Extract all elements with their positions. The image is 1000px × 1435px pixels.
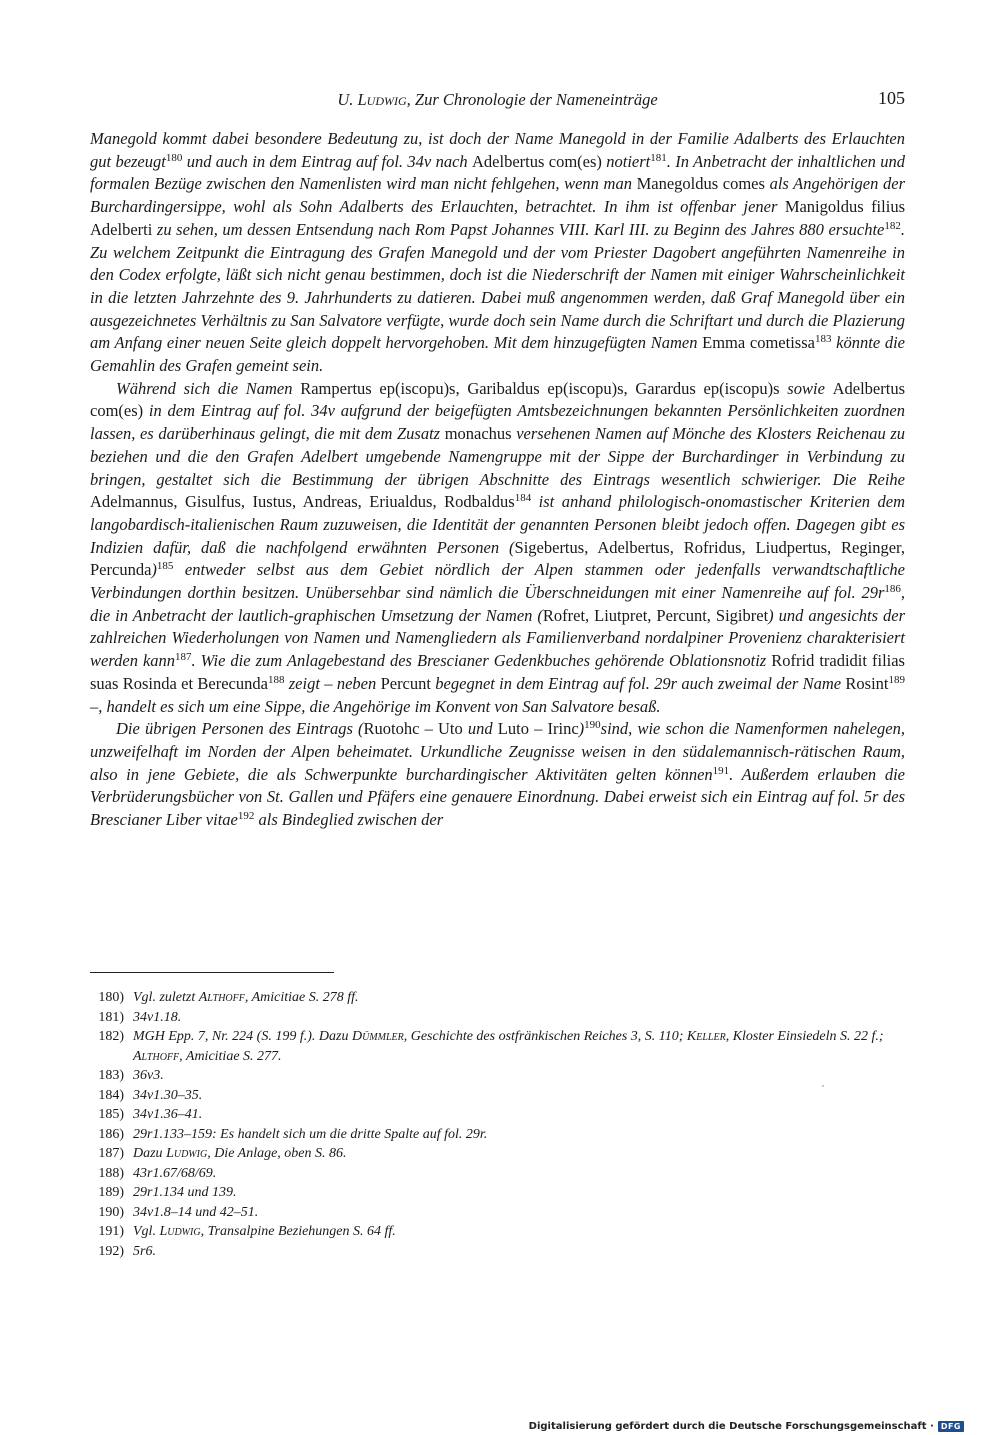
cited-name: Sigebertus, Adelbertus, Rofridus, Liudpertus, Reginger, Percunda <box>90 537 905 580</box>
text-run: Manegold kommt dabei besondere Bedeutung zu, ist doch der Name Manegold in der Familie Adalberts des Erlauchten gut bezeugt <box>90 129 905 171</box>
text-run: –, handelt es sich um eine Sippe, die Angehörige im Konvent von San Salvatore besaß. <box>90 696 661 716</box>
footnote-ref: 189 <box>888 673 905 686</box>
text-run: ) und angesichts der zahlreichen Wiederholungen von Namen und Namengliedern als Familienverband nordalpiner Provenienz charakterisiert werden kann <box>90 605 905 671</box>
footnote <box>90 1086 905 1106</box>
paragraph <box>90 378 905 719</box>
page-number: 105 <box>878 88 905 108</box>
footnote-ref: 181 <box>650 151 667 164</box>
footnote-number: 192) <box>98 1243 124 1259</box>
footnote <box>90 1105 905 1125</box>
text-run: – <box>419 719 438 739</box>
footnote-number: 188) <box>98 1165 124 1181</box>
text-run: ) <box>151 560 157 580</box>
cited-name: Rofret, Liutpret, Percunt, Sigibret <box>542 605 769 625</box>
text-run: zu sehen, um dessen Entsendung nach Rom Papst Johannes VIII. Karl III. zu Beginn des Jahres 880 ersuchte <box>152 219 885 239</box>
footnote-text: 29r1.133–159: Es handelt sich um die dritte Spalte auf fol. 29r. <box>133 1126 488 1142</box>
footnote-text: Vgl. Ludwig, Transalpine Beziehungen S. 64 ff. <box>133 1224 396 1239</box>
footnote-ref: 180 <box>165 151 183 164</box>
footnote-text: 34v1.18. <box>133 1009 182 1025</box>
footnote-text: 43r1.67/68/69. <box>133 1165 217 1181</box>
dfg-logo: DFG <box>938 1421 964 1432</box>
footnote-number: 180) <box>98 990 124 1005</box>
cited-name: Manegoldus comes <box>636 174 765 194</box>
footnote-ref: 191 <box>712 764 730 777</box>
footnote-text: 36v3. <box>133 1068 164 1083</box>
footnote <box>90 1203 905 1223</box>
footnote-text: 34v1.30–35. <box>133 1087 203 1103</box>
text-run: Die übrigen Personen des Eintrags ( <box>116 719 364 739</box>
footnote-divider <box>90 972 334 973</box>
credit-text: Digitalisierung gefördert durch die Deutsche Forschungsgemeinschaft · <box>528 1421 934 1432</box>
footnote <box>90 1242 905 1262</box>
header-title: Zur Chronologie der Nameneinträge <box>414 90 658 109</box>
footnote-number: 190) <box>98 1204 124 1220</box>
cited-name: Luto <box>497 719 529 739</box>
text-run: . In Anbetracht der inhaltlichen und formalen Bezüge zwischen den Namenlisten wird man nicht fehlgehen, wenn man <box>90 151 905 194</box>
footnote-text: 5r6. <box>133 1243 156 1259</box>
text-run: . Außerdem erlauben die Verbrüderungsbücher von St. Gallen und Pfäfers eine genauere Einordnung. Dabei erweist sich ein Eintrag auf fol. 5r des Brescianer Liber vitae <box>90 764 906 830</box>
footnote <box>90 1008 905 1028</box>
cited-name: Irinc <box>547 719 579 739</box>
footnote <box>90 988 905 1008</box>
footnote <box>90 1027 905 1066</box>
footnote-text: Dazu Ludwig, Die Anlage, oben S. 86. <box>133 1146 347 1161</box>
cited-name: Ruotohc <box>363 719 420 739</box>
footnote-number: 181) <box>98 1009 124 1025</box>
cited-name: Manigoldus filius Adelberti <box>90 197 905 239</box>
text-run: begegnet in dem Eintrag auf fol. 29r auch zweimal der Name <box>430 673 846 693</box>
footnote <box>90 1144 905 1164</box>
main-text <box>90 128 905 832</box>
footnote-number: 186) <box>98 1126 124 1142</box>
footnote-ref: 188 <box>267 673 285 686</box>
footnote-number: 191) <box>98 1224 124 1239</box>
text-run: . Zu welchem Zeitpunkt die Eintragung des Grafen Manegold und der vom Priester Dagobert angeführten Namenreihe in den Codex erfolgte, läßt sich nicht genau bestimmen, doch ist die Niederschrift der Namen mit einiger Wahrscheinlichkeit in die letzten Jahrzehnte des 9. Jahrhunderts zu datieren. Dabei muß angenommen werden, daß Graf Manegold über ein ausgezeichnetes Verhältnis zu San Salvatore verfügte, wurde doch sein Name durch die Schriftart und durch die Plazierung am Anfang einer neuen Seite gleich doppelt hervorgehoben. Mit dem hinzugefügten Namen <box>90 219 905 353</box>
footnote-number: 183) <box>98 1068 124 1083</box>
digitization-credit <box>529 1421 964 1432</box>
text-run: ) <box>578 719 585 739</box>
text-run: und <box>462 719 498 739</box>
footnote-number: 182) <box>98 1029 124 1044</box>
cited-name: Emma cometissa <box>702 333 815 353</box>
paragraph <box>90 128 905 378</box>
text-run: entweder selbst aus dem Gebiet nördlich der Alpen stammen oder jedenfalls verwandtschaftliche Verbindungen dorthin besitzen. Unübersehbar sind nämlich die Überschneidungen mit einer Namenreihe auf fol. 29r <box>90 560 905 603</box>
text-run: in dem Eintrag auf fol. 34v aufgrund der beigefügten Amtsbezeichnungen bekannten Persönlichkeiten zuordnen lassen, es darüberhinaus gelingt, die mit dem Zusatz <box>90 401 905 444</box>
footnote-ref: 187 <box>175 651 192 664</box>
cited-name: Rampertus ep(iscopu)s, Garibaldus ep(iscopu)s, Garardus ep(iscopu)s <box>300 378 780 398</box>
scan-speck <box>822 1085 824 1087</box>
footnote-number: 185) <box>98 1107 124 1122</box>
text-run: . Wie die zum Anlagebestand des Brescianer Gedenkbuches gehörende Oblationsnotiz <box>191 651 772 671</box>
text-run: zeigt – neben <box>284 673 381 693</box>
cited-name: Rosint <box>845 673 889 693</box>
running-header <box>90 88 905 112</box>
footnote <box>90 1183 905 1203</box>
footnote-ref: 183 <box>814 333 832 346</box>
cited-name: Adelbertus com(es) <box>90 378 906 421</box>
footnote-ref: 192 <box>237 810 255 823</box>
footnote-text: Vgl. zuletzt Althoff, Amicitiae S. 278 ff. <box>133 990 359 1005</box>
footnote-number: 189) <box>98 1185 124 1200</box>
footnote-number: 184) <box>98 1087 124 1103</box>
text-run: als Angehörigen der Burchardingersippe, wohl als Sohn Adalberts des Erlauchten, betrachtet. In ihm ist offenbar jener <box>90 174 905 217</box>
footnote-text: MGH Epp. 7, Nr. 224 (S. 199 f.). Dazu Dümmler, Geschichte des ostfränkischen Reiches 3, S. 110; Keller, Kloster Einsiedeln S. 22 f.; Althoff, Amicitiae S. 277. <box>133 1029 884 1064</box>
footnote-ref: 186 <box>884 583 901 596</box>
footnote-ref: 184 <box>514 492 532 505</box>
text-run: ist anhand philologisch-onomastischer Kriterien dem langobardisch-italienischen Raum zuzuweisen, die Identität der genannten Personen bleibt jedoch offen. Dagegen gibt es Indizien dafür, daß die nachfolgend erwähnten Personen ( <box>90 492 905 557</box>
header-author: U. Ludwig <box>337 90 407 109</box>
running-title: U. Ludwig, Zur Chronologie der Nameneinträge <box>337 90 658 109</box>
footnote <box>90 1125 905 1145</box>
cited-name: Uto <box>438 719 463 739</box>
paragraph <box>90 718 905 832</box>
text-run: sind, wie schon die Namenformen nahelegen, unzweifelhaft im Norden der Alpen beheimatet. Urkundliche Zeugnisse weisen in den südalemannisch-rätischen Raum, also in jene Gebiete, die als Schwerpunkte burchardingischer Aktivitäten gelten können <box>90 719 906 784</box>
footnote-text: 34v1.8–14 und 42–51. <box>133 1204 259 1220</box>
text-run: , die in Anbetracht der lautlich-graphischen Umsetzung der Namen ( <box>90 583 905 625</box>
cited-name: monachus <box>444 424 512 444</box>
text-run: notiert <box>601 151 651 171</box>
text-run: sowie <box>779 378 833 398</box>
text-run: könnte die Gemahlin des Grafen gemeint sein. <box>90 333 906 376</box>
footnotes <box>90 988 905 1261</box>
footnote-ref: 182 <box>884 219 901 232</box>
footnote-ref: 190 <box>584 719 601 732</box>
cited-name: Percunt <box>380 673 431 693</box>
cited-name: Adelbertus com(es) <box>472 151 602 171</box>
text-run: Während sich die Namen <box>116 378 301 398</box>
footnote-number: 187) <box>98 1146 124 1161</box>
text-run: versehenen Namen auf Mönche des Klosters Reichenau zu beziehen und die den Grafen Adelbert umgebende Namengruppe mit der Sippe der Burchardinger in Verbindung zu bringen, gestaltet sich die Bestimmung der übrigen Abschnitte des Eintrags wesentlich schwieriger. Die Reihe <box>90 424 905 489</box>
footnote <box>90 1066 905 1086</box>
text-run: als Bindeglied zwischen der <box>254 810 444 830</box>
cited-name: Adelmannus, Gisulfus, Iustus, Andreas, Eriualdus, Rodbaldus <box>90 492 515 512</box>
text-run: und auch in dem Eintrag auf fol. 34v nach <box>182 151 472 171</box>
cited-name: Rofrid tradidit filias suas Rosinda et Berecunda <box>90 651 905 693</box>
footnote <box>90 1164 905 1184</box>
footnote-text: 34v1.36–41. <box>133 1107 203 1122</box>
footnote <box>90 1222 905 1242</box>
footnote-ref: 185 <box>156 560 174 573</box>
footnote-text: 29r1.134 und 139. <box>133 1185 237 1200</box>
text-run: – <box>528 719 548 739</box>
